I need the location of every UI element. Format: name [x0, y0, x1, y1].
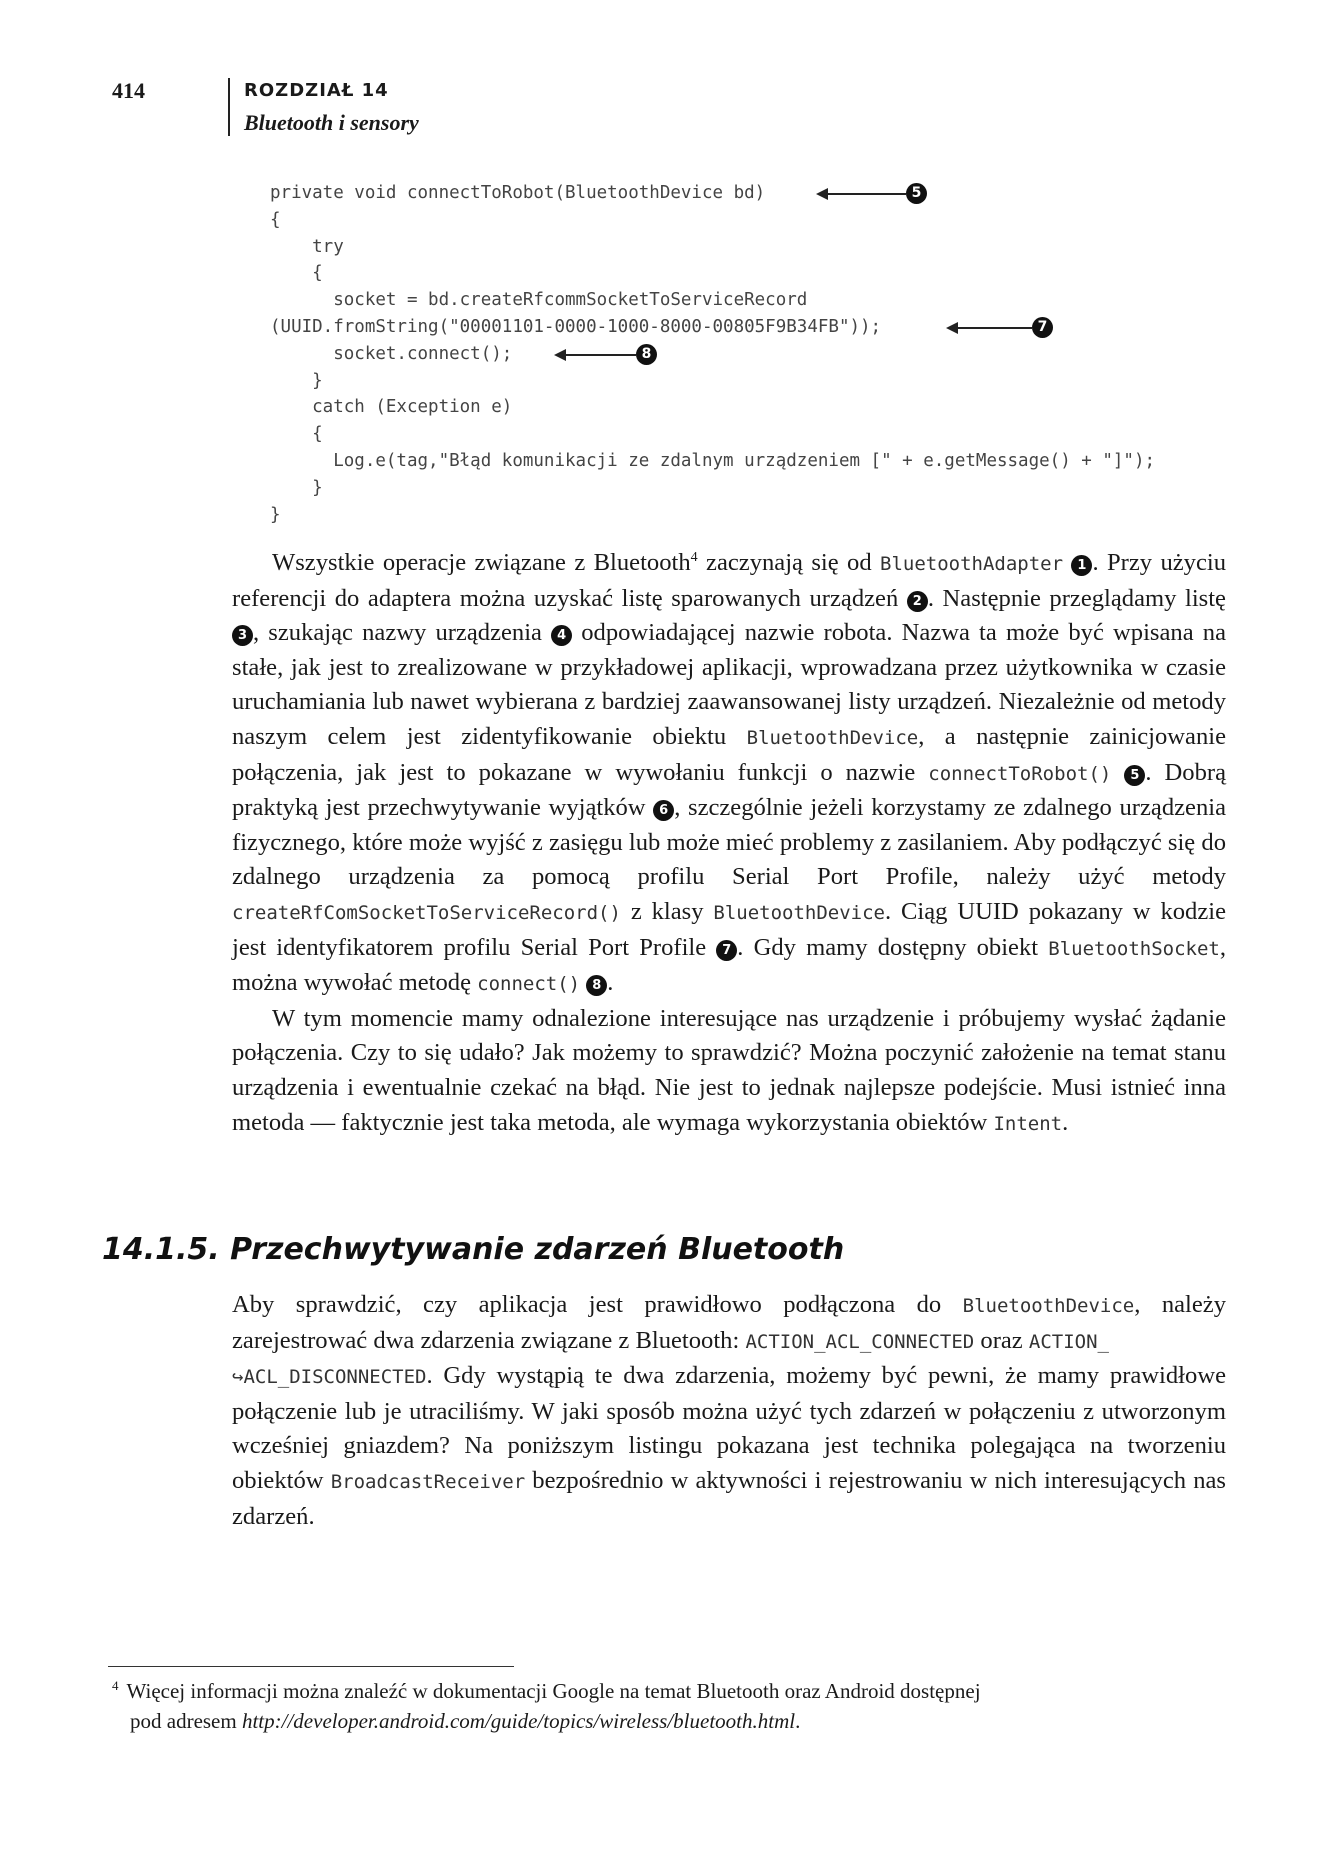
text-run: .: [795, 1709, 801, 1733]
footnote-divider: [108, 1666, 514, 1667]
inline-code: ACTION_: [1028, 1330, 1109, 1353]
code-line: {: [270, 263, 323, 284]
callout-marker: 7: [1032, 317, 1053, 338]
text-run: . Gdy wystąpią te dwa zdarzenia, możemy być pewni, że mamy prawidłowe połączenie lub je utraciliśmy. W jaki sposób można użyć tych zdarzeń w połączeniu z utworzonym wcześniej gniazdem? Na poniższym listingu pokazana jest technika polegająca na tworzeniu obiektów: [232, 1362, 1226, 1494]
code-text: (UUID.fromString("00001101-0000-1000-8000-00805F9B34FB"));: [270, 316, 882, 337]
footnote-url[interactable]: http://developer.android.com/guide/topics/wireless/bluetooth.html: [241, 1709, 796, 1733]
inline-code: connectToRobot(): [928, 762, 1112, 785]
inline-code: BluetoothAdapter: [880, 553, 1064, 575]
code-line: }: [270, 504, 281, 525]
code-line: try: [270, 236, 344, 257]
code-line: {: [270, 209, 281, 230]
callout-marker: 5: [1124, 765, 1145, 786]
callout-arrow: [556, 354, 636, 356]
page-header: [0, 0, 1322, 140]
text-run: bezpośrednio w aktywności i rejestrowaniu w nich interesujących nas zdarzeń.: [232, 1466, 1226, 1530]
inline-code: ↪ACL_DISCONNECTED: [232, 1366, 427, 1389]
text-run: pod adresem: [130, 1709, 242, 1733]
text-run: . Gdy mamy dostępny obiekt: [737, 933, 1049, 961]
text-run: . Ciąg UUID pokazany w kodzie jest identyfikatorem profilu Serial Port Profile: [232, 897, 1226, 961]
paragraph: [232, 546, 1226, 1002]
code-line: }: [270, 477, 323, 498]
footnote-line: [112, 1706, 1232, 1736]
callout-marker: 7: [716, 940, 737, 961]
footnote-reference: 4: [690, 549, 698, 565]
code-line: Log.e(tag,"Błąd komunikacji ze zdalnym urządzeniem [" + e.getMessage() + "]");: [270, 450, 1156, 471]
text-run: , szczególnie jeżeli korzystamy ze zdalnego urządzenia fizycznego, które może wyjść z zasięgu lub może mieć problemy z zasilaniem. Aby podłączyć się do zdalnego urządzenia za pomocą profilu Serial Port Profile, należy użyć metody: [232, 794, 1226, 891]
callout-marker: 8: [586, 975, 607, 996]
page-number: 414: [112, 78, 145, 103]
text-run: .: [607, 969, 614, 997]
text-run: zaczynają się od: [697, 549, 881, 576]
text-run: oraz: [974, 1326, 1029, 1354]
text-run: .: [1062, 1108, 1069, 1136]
text-run: Więcej informacji można znaleźć w dokumentacji Google na temat Bluetooth oraz Android dostępnej: [126, 1679, 981, 1703]
text-run: . Dobrą praktyką jest przechwytywanie wyjątków: [232, 758, 1226, 822]
paragraph: [232, 1288, 1226, 1534]
inline-code: createRfComSocketToServiceRecord(): [232, 901, 621, 924]
callout-marker: 8: [636, 344, 657, 365]
callout-marker: 3: [232, 625, 253, 646]
code-line: socket = bd.createRfcommSocketToServiceRecord: [270, 290, 808, 311]
text-run: , należy zarejestrować dwa zdarzenia związane z Bluetooth:: [232, 1291, 1226, 1354]
section-heading: 14.1.5. Przechwytywanie zdarzeń Bluetooth: [102, 1232, 845, 1267]
footnote-line: [112, 1676, 1232, 1706]
inline-code: BluetoothDevice: [713, 901, 885, 924]
footnote: [112, 1676, 1232, 1736]
text-run: . Następnie przeglądamy listę: [927, 584, 1226, 612]
text-run: z klasy: [620, 897, 714, 925]
text-run: , a następnie zainicjowanie połączenia, jak jest to pokazane w wywołaniu funkcji o nazwie: [232, 722, 1226, 786]
callout-arrow: [818, 193, 906, 195]
text-run: Wszystkie operacje związane z Bluetooth: [272, 549, 691, 576]
text-run: Aby sprawdzić, czy aplikacja jest prawidłowo podłączona do: [232, 1291, 963, 1318]
footnote-mark: 4: [112, 1678, 119, 1693]
body-text-lower: [232, 1288, 1226, 1534]
inline-code: BluetoothSocket: [1048, 937, 1220, 960]
callout-marker: 2: [907, 591, 928, 612]
callout-marker: 4: [551, 625, 572, 646]
chapter-label: ROZDZIAŁ 14: [244, 80, 389, 101]
chapter-title: Bluetooth i sensory: [244, 110, 419, 135]
code-line: [270, 314, 1270, 341]
callout-marker: 5: [906, 183, 927, 204]
code-text: socket.connect();: [270, 343, 513, 364]
callout-marker: 6: [653, 800, 674, 821]
paragraph: [232, 1002, 1226, 1141]
header-divider: [228, 78, 230, 136]
text-run: W tym momencie mamy odnalezione interesujące nas urządzenie i próbujemy wysłać żądanie połączenia. Czy to się udało? Jak możemy to sprawdzić? Można poczynić założenie na temat stanu urządzenia i ewentualnie czekać na błąd. Nie jest to jednak najlepsze podejście. Musi istnieć inna metoda — faktycznie jest taka metoda, ale wymaga wykorzystania obiektów: [232, 1004, 1226, 1136]
inline-code: BluetoothDevice: [746, 726, 919, 749]
text-run: , szukając nazwy urządzenia: [253, 619, 552, 647]
inline-code: Intent: [993, 1112, 1063, 1135]
text-run: . Przy użyciu referencji do adaptera można uzyskać listę sparowanych urządzeń: [232, 549, 1227, 612]
callout-marker: 1: [1071, 555, 1092, 576]
inline-code: BluetoothDevice: [962, 1295, 1135, 1317]
callout-arrow: [948, 327, 1032, 329]
body-text-upper: [232, 546, 1226, 1141]
code-listing: [270, 180, 1270, 528]
code-text: private void connectToRobot(BluetoothDevice bd): [270, 183, 766, 203]
code-line: catch (Exception e): [270, 397, 513, 418]
code-line: [270, 180, 1270, 207]
text-run: , można wywołać metodę: [232, 933, 1226, 997]
code-line: {: [270, 424, 323, 445]
inline-code: connect(): [477, 973, 581, 996]
inline-code: BroadcastReceiver: [330, 1470, 526, 1493]
text-run: odpowiadającej nazwie robota. Nazwa ta może być wpisana na stałe, jak jest to zrealizowane w przykładowej aplikacji, wprowadzana przez użytkownika w czasie uruchamiania lub nawet wybierana z bardziej zaawansowanej listy urządzeń. Niezależnie od metody naszym celem jest zidentyfikowanie obiektu: [232, 619, 1226, 750]
code-line: [270, 341, 1270, 368]
code-line: }: [270, 370, 323, 391]
inline-code: ACTION_ACL_CONNECTED: [745, 1330, 975, 1353]
